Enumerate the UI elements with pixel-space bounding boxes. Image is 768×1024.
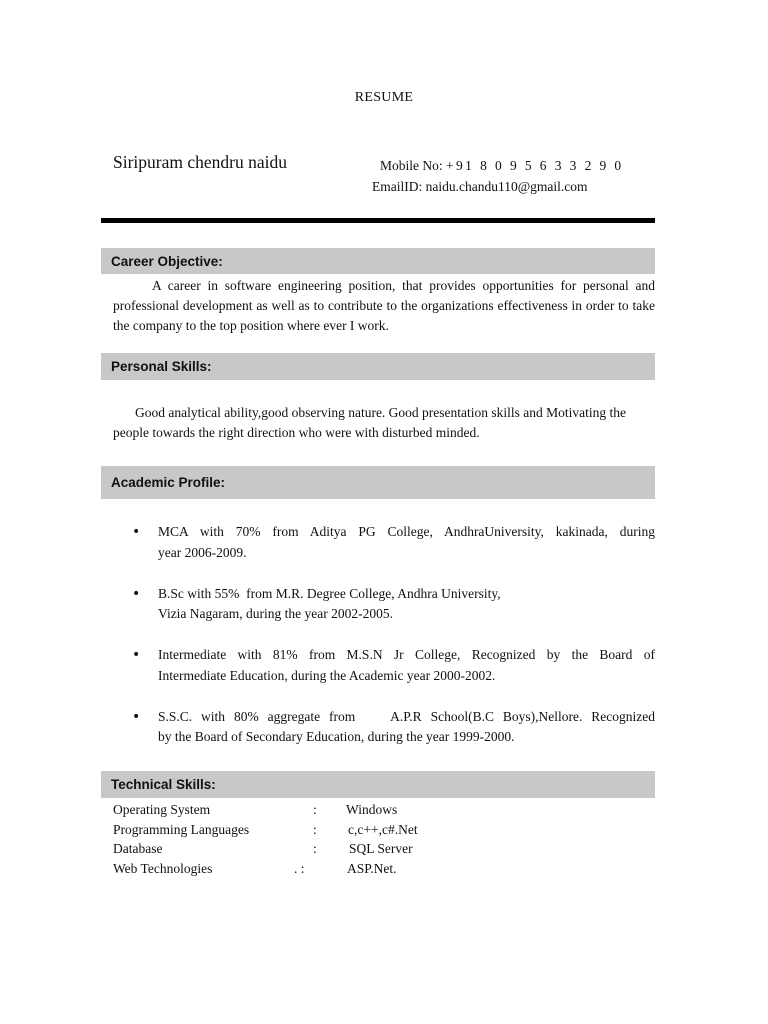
skill-value: ASP.Net. — [347, 861, 397, 877]
email-address: naidu.chandu110@gmail.com — [425, 179, 588, 194]
email-label: EmailID: — [372, 179, 423, 194]
list-item — [132, 584, 655, 625]
contact-block — [372, 155, 624, 197]
academic-profile-heading: Academic Profile: — [101, 466, 655, 499]
skill-key: Web Technologies — [113, 861, 213, 877]
academic-item-line: Intermediate with 81% from M.S.N Jr College, Recognized by the Board of — [158, 647, 655, 662]
academic-item-line: Intermediate Education, during the Academic year 2000-2002. — [158, 667, 496, 683]
skill-separator: . : — [294, 861, 305, 877]
skill-separator: : — [313, 841, 317, 857]
email-line — [372, 176, 624, 197]
header-divider — [101, 218, 655, 223]
personal-skills-text: Good analytical ability,good observing nature. Good presentation skills and Motivating the people towards the right direction who were with disturbed minded. — [113, 405, 627, 440]
skill-value: Windows — [346, 802, 398, 817]
list-item — [132, 522, 655, 563]
academic-item-line: MCA with 70% from Aditya PG College, AndhraUniversity, kakinada, during — [158, 524, 655, 539]
skill-separator: : — [313, 802, 317, 817]
list-item — [132, 707, 655, 748]
bullet-icon: • — [132, 524, 141, 540]
bullet-icon: • — [132, 647, 141, 663]
skill-value: c,c++,c#.Net — [348, 821, 418, 837]
table-row — [113, 800, 433, 820]
technical-skills-table — [113, 800, 433, 879]
career-objective-text: A career in software engineering position, that provides opportunities for personal and professional development as well as to contribute to the organizations effectiveness in order to take the company to the top position where ever I work. — [113, 278, 655, 333]
academic-item-line: Vizia Nagaram, during the year 2002-2005. — [158, 606, 393, 621]
skill-key: Programming Languages — [113, 821, 250, 837]
table-row — [113, 839, 433, 859]
document-title: RESUME — [354, 90, 414, 105]
mobile-label: Mobile No: — [380, 158, 443, 173]
academic-item-line: by the Board of Secondary Education, during the year 1999-2000. — [158, 729, 515, 744]
table-row — [113, 820, 433, 840]
skill-separator: : — [313, 821, 317, 837]
bullet-icon: • — [132, 708, 141, 725]
academic-list — [132, 522, 655, 748]
candidate-name: Siripuram chendru naidu — [113, 152, 287, 172]
technical-skills-heading: Technical Skills: — [101, 771, 655, 798]
table-row — [113, 859, 433, 879]
personal-skills-heading: Personal Skills: — [101, 353, 655, 380]
academic-item-line: S.S.C. with 80% aggregate from A.P.R School(B.C Boys),Nellore. Recognized — [158, 708, 655, 724]
bullet-icon: • — [132, 585, 141, 602]
mobile-number: +91 8 0 9 5 6 3 3 2 9 0 — [446, 158, 624, 173]
academic-item-line: B.Sc with 55% from M.R. Degree College, Andhra University, — [158, 585, 501, 601]
academic-item-line: year 2006-2009. — [158, 544, 247, 560]
skill-key: Operating System — [113, 802, 211, 817]
list-item — [132, 645, 655, 686]
career-objective-heading: Career Objective: — [101, 248, 655, 274]
skill-key: Database — [113, 841, 163, 857]
skill-value: SQL Server — [349, 841, 413, 857]
mobile-line — [372, 155, 624, 176]
